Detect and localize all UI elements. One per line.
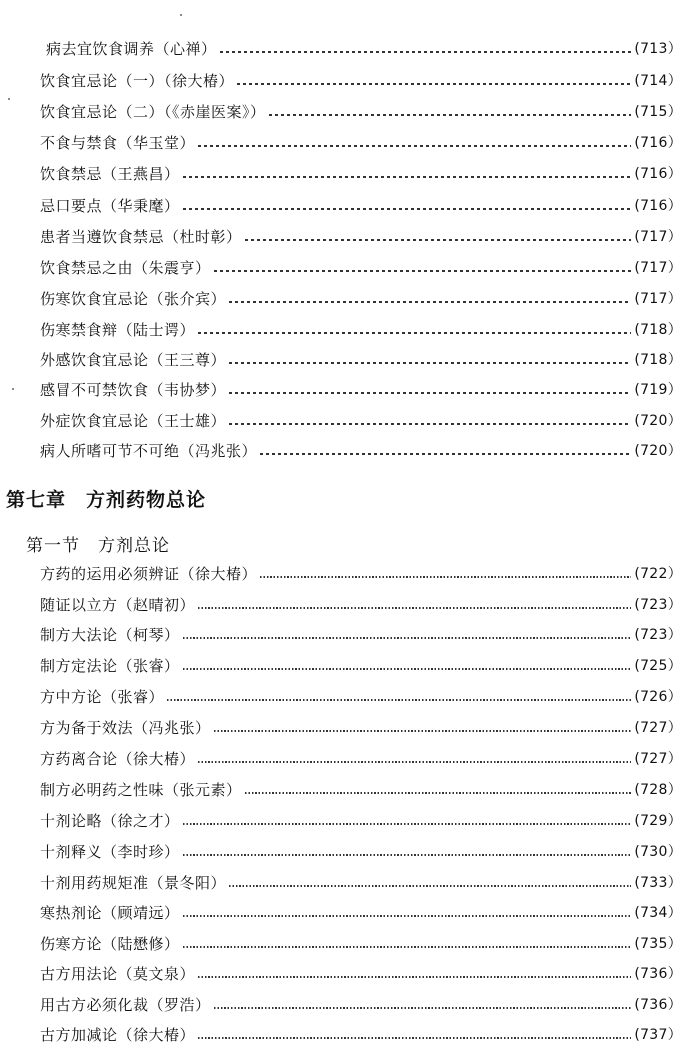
toc-page-number: (727） (634, 751, 682, 767)
toc-entry-title: 制方大法论（柯琴） (40, 626, 180, 644)
toc-entry (40, 132, 682, 154)
toc-page-number: (737） (634, 1027, 682, 1043)
toc-entry (40, 624, 682, 646)
toc-page-number: (727） (634, 720, 682, 736)
dot-leader (245, 239, 632, 241)
toc-entry (40, 1024, 682, 1046)
toc-entry-title: 病去宜饮食调养（心禅） (46, 40, 217, 58)
dot-leader (245, 792, 632, 794)
dot-leader (214, 1007, 632, 1009)
toc-entry (40, 226, 682, 248)
toc-entry (40, 101, 682, 123)
toc-page-number: (717） (634, 291, 682, 307)
scan-speck (8, 98, 10, 100)
toc-entry-title: 方药的运用必须辨证（徐大椿） (40, 565, 258, 583)
toc-entry-title: 病人所嗜可节不可绝（冯兆张） (40, 442, 258, 460)
dot-leader (229, 885, 631, 887)
dot-leader (183, 668, 632, 670)
toc-entry (40, 257, 682, 279)
dot-leader (183, 208, 632, 210)
toc-entry (40, 717, 682, 739)
toc-page-number: (717） (634, 229, 682, 245)
toc-page-number: (713） (634, 41, 682, 57)
toc-entry (40, 748, 682, 770)
toc-entry (40, 779, 682, 801)
toc-entry-title: 饮食宜忌论（一）（徐大椿） (40, 72, 235, 90)
toc-entry-title: 不食与禁食（华玉堂） (40, 134, 196, 152)
dot-leader (198, 145, 631, 147)
toc-entry (40, 349, 682, 371)
toc-entry-title: 外感饮食宜忌论（王三尊） (40, 351, 227, 369)
scan-speck (180, 14, 182, 16)
toc-entry-title: 伤寒饮食宜忌论（张介宾） (40, 290, 227, 308)
toc-entry-title: 制方定法论（张睿） (40, 657, 180, 675)
dot-leader (229, 392, 631, 394)
toc-entry-title: 感冒不可禁饮食（韦协梦） (40, 381, 227, 399)
toc-page-number: (714） (634, 73, 682, 89)
dot-leader (198, 607, 631, 609)
toc-entry (40, 994, 682, 1016)
toc-entry (40, 686, 682, 708)
dot-leader (183, 176, 632, 178)
toc-entry-title: 古方用法论（莫文泉） (40, 965, 196, 983)
toc-entry-title: 方中方论（张睿） (40, 688, 165, 706)
toc-entry (40, 319, 682, 341)
toc-page-number: (720） (634, 443, 682, 459)
toc-entry (40, 288, 682, 310)
toc-entry-title: 十剂论略（徐之才） (40, 812, 180, 830)
section-heading: 第一节 方剂总论 (26, 536, 170, 556)
toc-entry-title: 饮食宜忌论（二）（《赤崖医案》） (40, 103, 266, 121)
toc-page-number: (729） (634, 813, 682, 829)
dot-leader (167, 699, 631, 701)
dot-leader (214, 730, 632, 732)
toc-entry (40, 810, 682, 832)
toc-page-number: (718） (634, 352, 682, 368)
toc-page-number: (723） (634, 597, 682, 613)
toc-entry (40, 902, 682, 924)
dot-leader (229, 423, 631, 425)
dot-leader (198, 1037, 631, 1039)
toc-entry (46, 38, 682, 60)
toc-entry-title: 饮食禁忌之由（朱震亨） (40, 259, 211, 277)
toc-entry-title: 外症饮食宜忌论（王士雄） (40, 412, 227, 430)
dot-leader (237, 83, 631, 85)
toc-entry-title: 饮食禁忌（王燕昌） (40, 165, 180, 183)
toc-entry-title: 古方加减论（徐大椿） (40, 1026, 196, 1044)
toc-entry-title: 用古方必须化裁（罗浩） (40, 996, 211, 1014)
dot-leader (183, 854, 632, 856)
toc-entry (40, 163, 682, 185)
toc-page-number: (716） (634, 166, 682, 182)
toc-entry-title: 方为备于效法（冯兆张） (40, 719, 211, 737)
toc-page-number: (715） (634, 104, 682, 120)
toc-page-number: (734） (634, 905, 682, 921)
dot-leader (183, 823, 632, 825)
dot-leader (198, 976, 631, 978)
toc-entry (40, 195, 682, 217)
dot-leader (198, 332, 631, 334)
dot-leader (260, 453, 631, 455)
toc-page-number: (716） (634, 198, 682, 214)
toc-entry-title: 制方必明药之性味（张元素） (40, 781, 242, 799)
toc-page-number: (717） (634, 260, 682, 276)
toc-entry (40, 963, 682, 985)
toc-page-number: (716） (634, 135, 682, 151)
dot-leader (183, 946, 632, 948)
toc-page-number: (735） (634, 936, 682, 952)
toc-entry-title: 随证以立方（赵晴初） (40, 596, 196, 614)
toc-entry-title: 忌口要点（华秉麾） (40, 197, 180, 215)
toc-page-number: (723） (634, 627, 682, 643)
toc-page-number: (722） (634, 566, 682, 582)
toc-page-number: (728） (634, 782, 682, 798)
toc-entry (40, 841, 682, 863)
toc-page-number: (726） (634, 689, 682, 705)
toc-page-number: (733） (634, 875, 682, 891)
dot-leader (183, 637, 632, 639)
toc-entry (40, 933, 682, 955)
toc-page-number: (736） (634, 997, 682, 1013)
toc-page-number: (719） (634, 382, 682, 398)
toc-entry (40, 655, 682, 677)
toc-entry (40, 410, 682, 432)
dot-leader (214, 270, 632, 272)
toc-entry-title: 方药离合论（徐大椿） (40, 750, 196, 768)
toc-entry (40, 379, 682, 401)
toc-entry-title: 患者当遵饮食禁忌（杜时彰） (40, 228, 242, 246)
dot-leader (260, 576, 631, 578)
scan-speck (12, 388, 14, 390)
toc-entry-title: 十剂释义（李时珍） (40, 843, 180, 861)
dot-leader (183, 915, 632, 917)
dot-leader (198, 761, 631, 763)
toc-page-number: (718） (634, 322, 682, 338)
toc-entry-title: 伤寒禁食辩（陆士谔） (40, 321, 196, 339)
toc-entry-title: 伤寒方论（陆懋修） (40, 935, 180, 953)
dot-leader (220, 51, 632, 53)
toc-entry (40, 872, 682, 894)
toc-entry (40, 563, 682, 585)
dot-leader (269, 114, 632, 116)
toc-entry-title: 寒热剂论（顾靖远） (40, 904, 180, 922)
toc-entry-title: 十剂用药规矩准（景冬阳） (40, 874, 227, 892)
toc-page-number: (736） (634, 966, 682, 982)
dot-leader (229, 362, 631, 364)
toc-page-number: (730） (634, 844, 682, 860)
toc-page-number: (720） (634, 413, 682, 429)
chapter-heading: 第七章 方剂药物总论 (6, 489, 207, 511)
dot-leader (229, 301, 631, 303)
toc-entry (40, 70, 682, 92)
toc-entry (40, 440, 682, 462)
toc-entry (40, 594, 682, 616)
toc-page-number: (725） (634, 658, 682, 674)
